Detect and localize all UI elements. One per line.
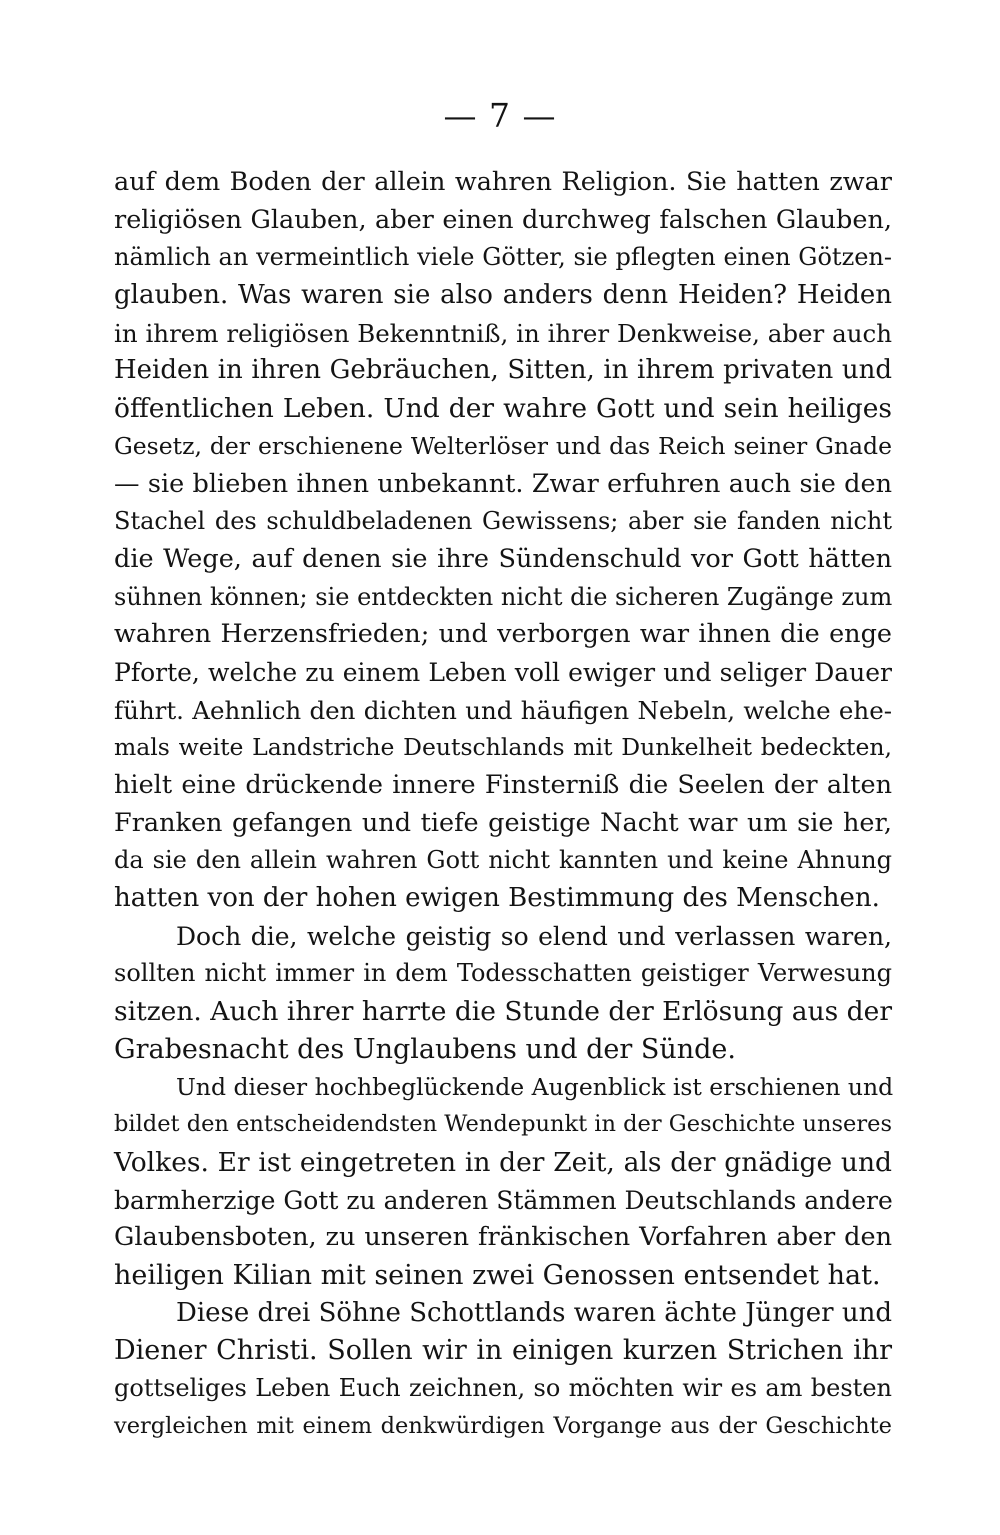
text-line: Heiden in ihren Gebräuchen, Sitten, in ihrem privaten und [114, 355, 892, 386]
page-number: — 7 — [443, 96, 557, 135]
text-line: wahren Herzensfrieden; und verborgen war ihnen die enge [114, 619, 892, 650]
text-line: Stachel des schuldbeladenen Gewissens; aber sie fanden nicht [114, 507, 892, 536]
text-line: die Wege, auf denen sie ihre Sündenschuld vor Gott hätten [114, 543, 892, 574]
text-line: glauben. Was waren sie also anders denn Heiden? Heiden [114, 280, 892, 311]
text-line: vergleichen mit einem denkwürdigen Vorgange aus der Geschichte [114, 1412, 892, 1439]
text-line: bildet den entscheidendsten Wendepunkt in der Geschichte unseres [114, 1111, 892, 1138]
text-line: hielt eine drückende innere Finsterniß die Seelen der alten [114, 770, 892, 800]
text-line: — sie blieben ihnen unbekannt. Zwar erfuhren auch sie den [114, 468, 892, 499]
text-line: gottseliges Leben Euch zeichnen, so möchten wir es am besten [114, 1374, 892, 1402]
text-line: religiösen Glauben, aber einen durchweg falschen Glauben, [114, 204, 892, 235]
text-line: sühnen können; sie entdeckten nicht die sicheren Zugänge zum [114, 582, 893, 611]
text-line: in ihrem religiösen Bekenntniß, in ihrer Denkweise, aber auch [114, 318, 892, 348]
text-line: barmherzige Gott zu anderen Stämmen Deutschlands andere [114, 1185, 893, 1215]
text-line: heiligen Kilian mit seinen zwei Genossen entsendet hat. [114, 1259, 881, 1291]
text-line: Grabesnacht des Unglaubens und der Sünde. [114, 1033, 736, 1065]
text-line: Glaubensboten, zu unseren fränkischen Vorfahren aber den [114, 1222, 892, 1253]
text-line: da sie den allein wahren Gott nicht kannten und keine Ahnung [114, 846, 892, 875]
text-line: Gesetz, der erschienene Welterlöser und das Reich seiner Gnade [114, 431, 892, 460]
text-line: auf dem Boden der allein wahren Religion. Sie hatten zwar [114, 167, 892, 197]
body-text [114, 164, 892, 1445]
text-line: öffentlichen Leben. Und der wahre Gott und sein heiliges [114, 393, 892, 425]
text-line: Volkes. Er ist eingetreten in der Zeit, als der gnädige und [114, 1146, 892, 1178]
text-line: mals weite Landstriche Deutschlands mit Dunkelheit bedeckten, [114, 733, 892, 762]
text-line: Und dieser hochbeglückende Augenblick ist erschienen und [176, 1072, 894, 1101]
text-line: Franken gefangen und tiefe geistige Nacht war um sie her, [114, 807, 892, 838]
text-line: nämlich an vermeintlich viele Götter, sie pflegten einen Götzen- [114, 243, 892, 272]
text-line: Diese drei Söhne Schottlands waren ächte Jünger und [176, 1297, 892, 1328]
text-line: Doch die, welche geistig so elend und verlassen waren, [176, 921, 892, 951]
text-line: hatten von der hohen ewigen Bestimmung des Menschen. [114, 883, 880, 914]
text-line: sollten nicht immer in dem Todesschatten geistiger Verwesung [114, 959, 892, 988]
text-line: sitzen. Auch ihrer harrte die Stunde der Erlösung aus der [114, 996, 892, 1028]
text-line: führt. Aehnlich den dichten und häufigen Nebeln, welche ehe- [114, 695, 892, 725]
text-line: Pforte, welche zu einem Leben voll ewiger und seliger Dauer [114, 657, 892, 687]
text-line: Diener Christi. Sollen wir in einigen kurzen Strichen ihr [114, 1335, 892, 1367]
